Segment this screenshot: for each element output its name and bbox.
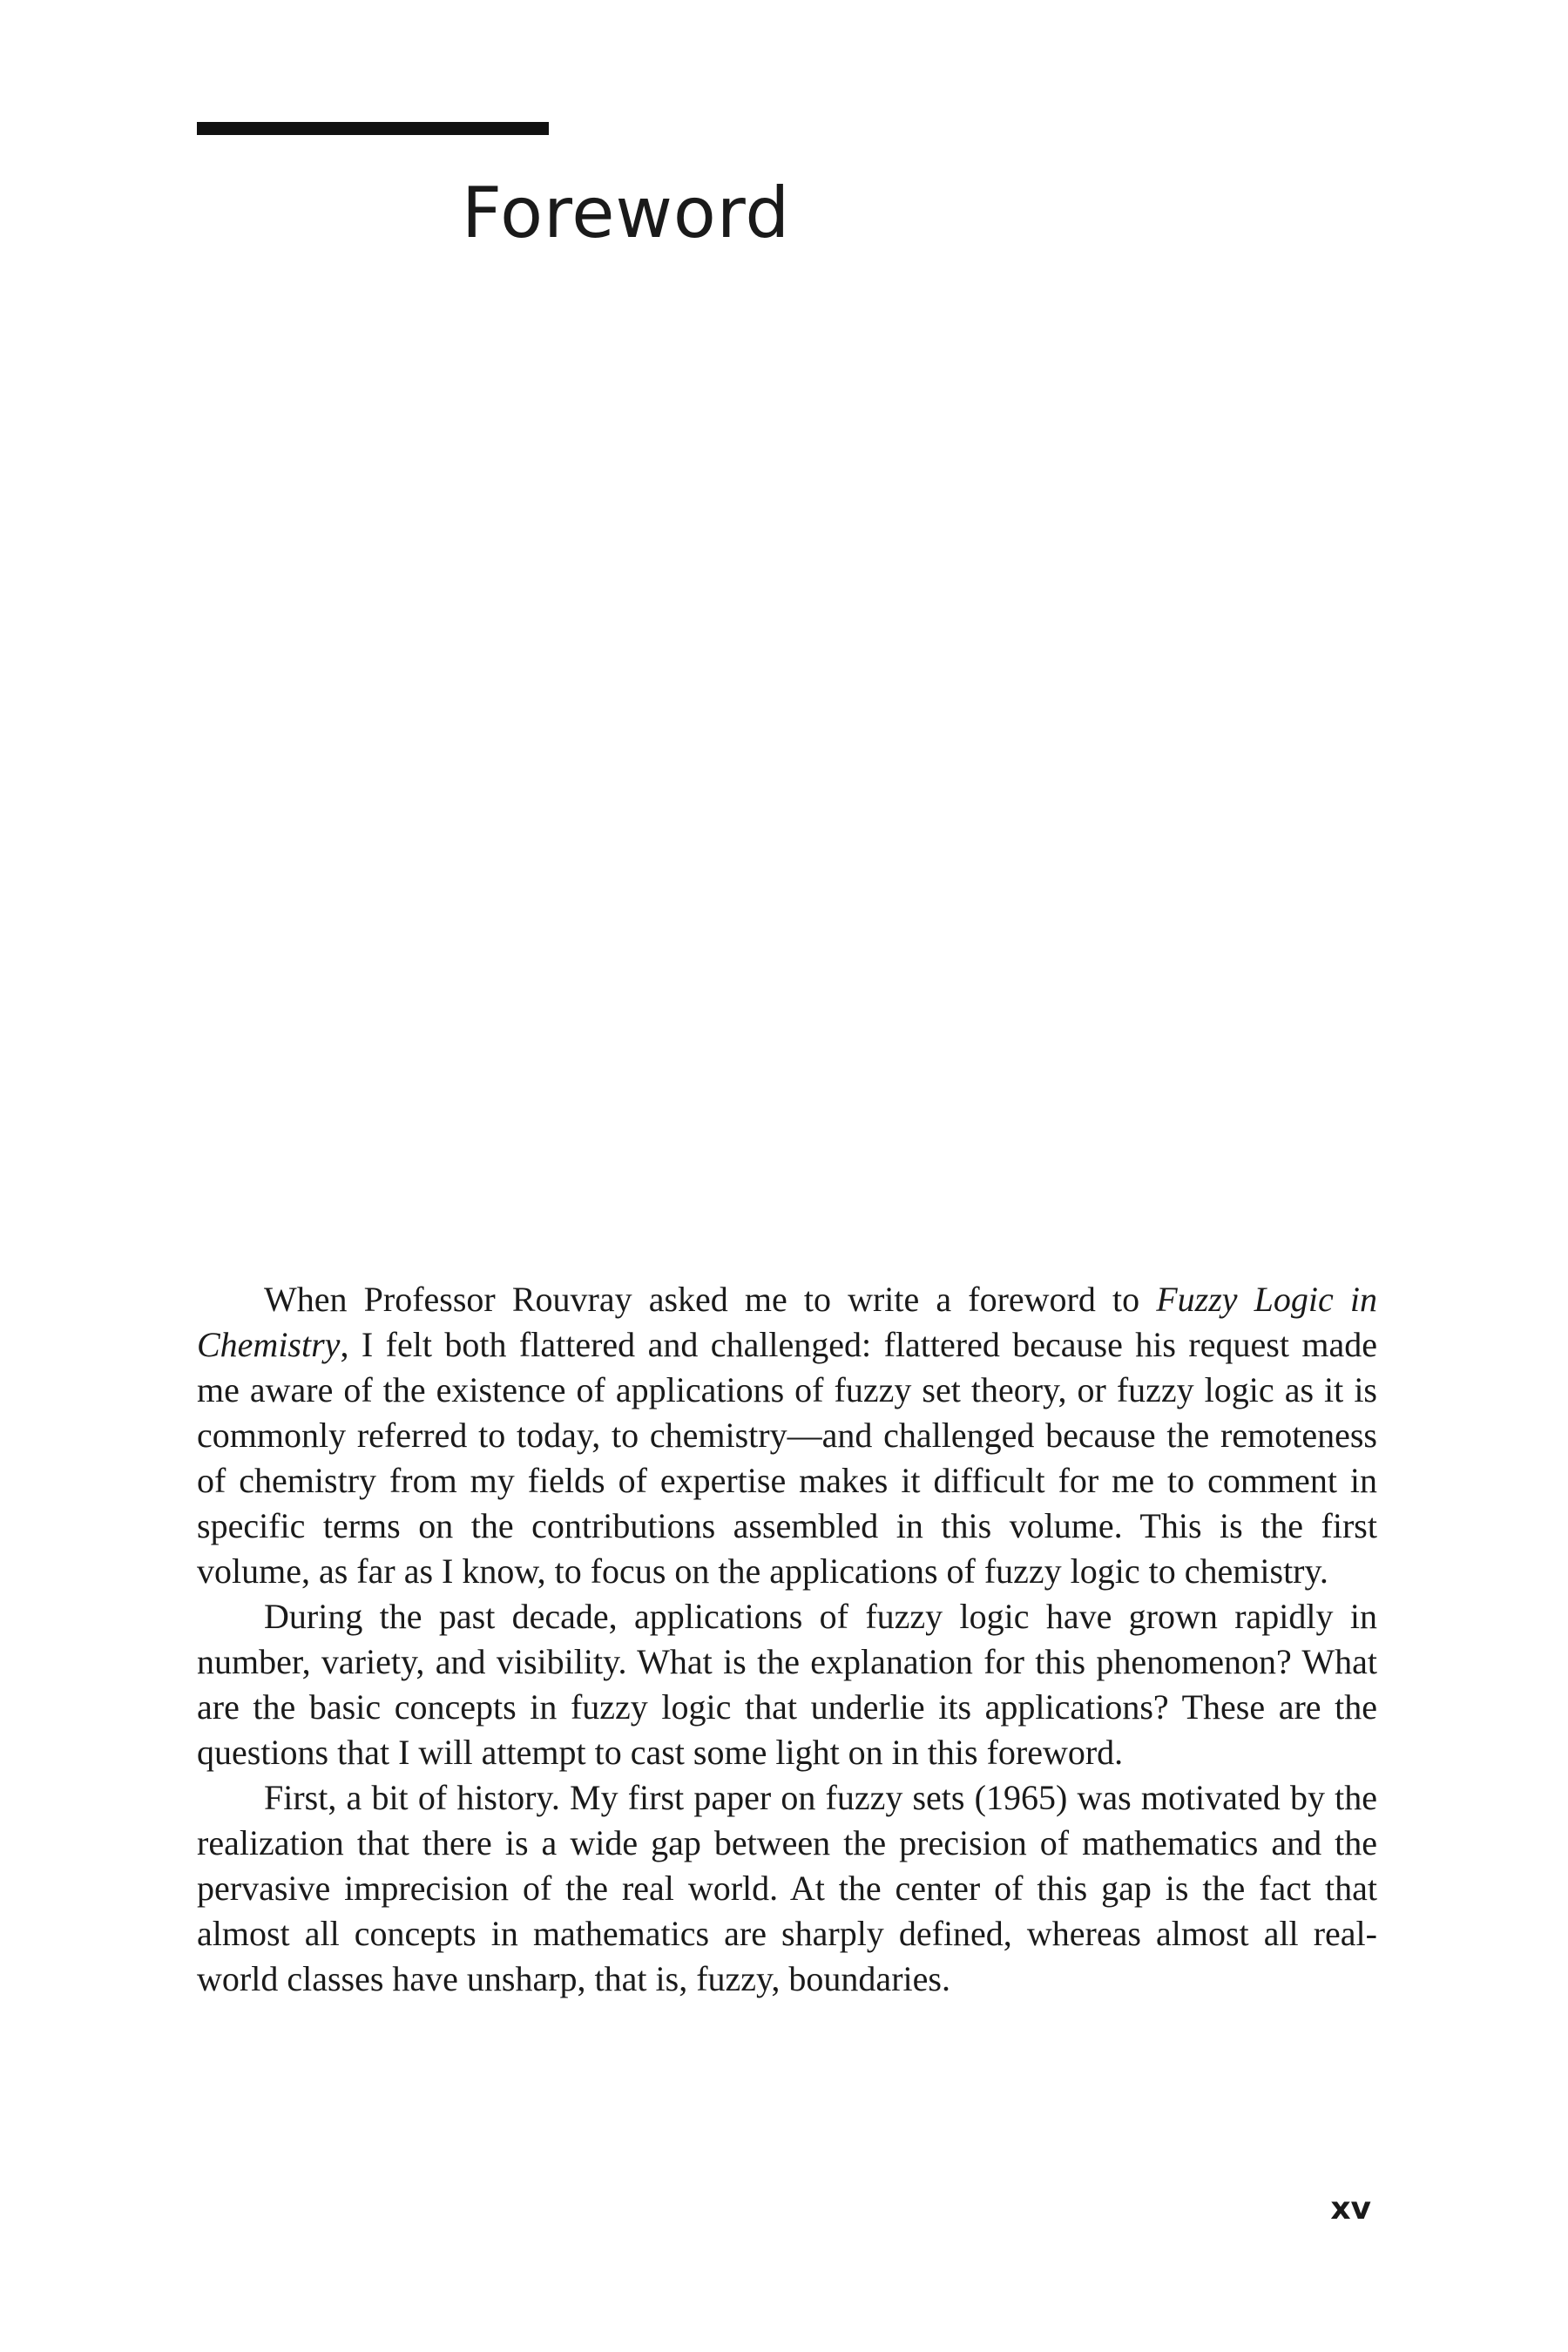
paragraph-3: First, a bit of history. My first paper on fuzzy sets (1965) was motivated by the realization that there is a wide gap between the precision of mathematics and the pervasive imprecision of the real world. At the center of this gap is the fact that almost all concepts in mathematics are sharply defined, whereas almost all real-world classes have unsharp, that is, fuzzy, boundaries. <box>197 1778 1377 1998</box>
book-title: Fuzzy Logic in Chemistry <box>197 1280 1377 1364</box>
paragraph-1-after: , I felt both flattered and challenged: flattered because his request made me aware of the existence of applications of fuzzy set theory, or fuzzy logic as it is commonly referred to today, to chemistry—and challenged because the remoteness of chemistry from my fields of expertise makes it difficult for me to comment in specific terms on the contributions assembled in this volume. This is the first volume, as far as I know, to focus on the applications of fuzzy logic to chemistry. <box>197 1325 1377 1591</box>
page-title: Foreword <box>462 172 791 253</box>
paragraph-1-before: When Professor Rouvray asked me to write a foreword to <box>264 1280 1157 1319</box>
paragraph-1 <box>197 1277 1377 1594</box>
chapter-rule <box>197 122 549 135</box>
paragraph-2: During the past decade, applications of fuzzy logic have grown rapidly in number, variety, and visibility. What is the explanation for this phenomenon? What are the basic concepts in fuzzy logic that underlie its applications? These are the questions that I will attempt to cast some light on in this foreword. <box>197 1597 1377 1772</box>
page-number: xv <box>1330 2191 1371 2227</box>
body-text <box>197 1277 1377 2002</box>
